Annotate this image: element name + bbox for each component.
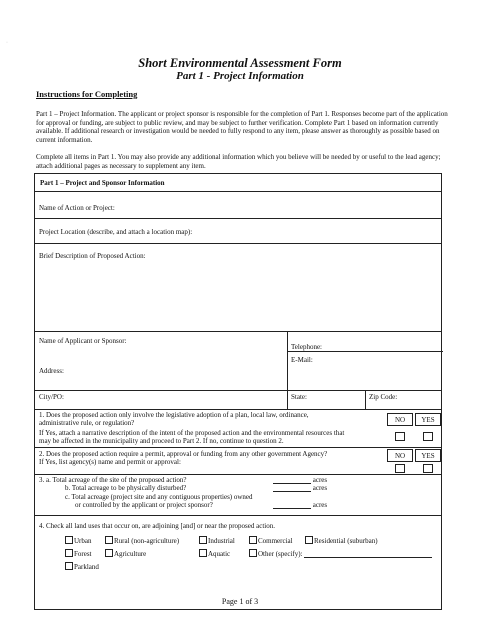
divider bbox=[35, 474, 441, 475]
project-sponsor-form bbox=[34, 173, 442, 610]
divider bbox=[35, 447, 441, 448]
divider bbox=[35, 243, 441, 244]
name-of-action-label: Name of Action or Project: bbox=[39, 204, 115, 212]
applicant-name-label: Name of Applicant or Sponsor: bbox=[39, 337, 127, 345]
q1-no-checkbox[interactable] bbox=[395, 432, 405, 441]
divider bbox=[287, 331, 288, 390]
q2-yes-checkbox[interactable] bbox=[423, 464, 433, 473]
section-header: Part 1 – Project and Sponsor Information bbox=[40, 179, 165, 187]
q3-a-label: 3. a. Total acreage of the site of the proposed action? bbox=[39, 476, 187, 484]
land-use-rural[interactable]: Rural (non-agriculture) bbox=[105, 536, 179, 545]
instructions-paragraph-1: Part 1 – Project Information. The applicant or project sponsor is responsible for the completion of Part 1. Responses become part of the application for approval or funding, are subject to public review, and may be subject to further verification. Complete Part 1 based on information currently available. If additional research or investigation would be needed to fully respond to any item, please answer as thoroughly as possible based on current information. bbox=[36, 110, 448, 144]
q2-line-1: 2. Does the proposed action require a permit, approval or funding from any other government Agency? bbox=[39, 450, 328, 458]
zip-label: Zip Code: bbox=[369, 393, 398, 401]
q3-a-acres[interactable]: acres bbox=[273, 476, 327, 484]
divider bbox=[35, 409, 441, 410]
land-use-aquatic[interactable]: Aquatic bbox=[199, 549, 230, 558]
q2-no-label: NO bbox=[387, 449, 413, 462]
divider bbox=[287, 351, 443, 352]
q3-c-label-2: or controlled by the applicant or project sponsor? bbox=[75, 501, 213, 509]
page-mark: · bbox=[6, 40, 8, 46]
state-label: State: bbox=[291, 393, 307, 401]
q4-label: 4. Check all land uses that occur on, are adjoining [and] or near the proposed action. bbox=[39, 522, 275, 530]
land-use-other[interactable]: Other (specify): bbox=[249, 549, 432, 558]
land-use-forest[interactable]: Forest bbox=[65, 549, 92, 558]
q1-line-3: If Yes, attach a narrative description of the intent of the proposed action and the environmental resources that bbox=[39, 429, 345, 437]
q3-b-label: b. Total acreage to be physically disturbed? bbox=[65, 484, 187, 492]
divider bbox=[35, 218, 441, 219]
divider bbox=[35, 331, 441, 332]
land-use-parkland[interactable]: Parkland bbox=[65, 562, 99, 571]
q1-line-4: may be affected in the municipality and proceed to Part 2. If no, continue to question 2. bbox=[39, 437, 284, 445]
q3-b-acres[interactable]: acres bbox=[273, 484, 327, 492]
project-location-label: Project Location (describe, and attach a location map): bbox=[39, 228, 193, 236]
q2-line-2: If Yes, list agency(s) name and permit or approval: bbox=[39, 458, 181, 466]
q1-yes-checkbox[interactable] bbox=[423, 432, 433, 441]
q1-no-label: NO bbox=[387, 413, 413, 426]
page-number: Page 1 of 3 bbox=[221, 597, 259, 606]
divider bbox=[35, 515, 441, 516]
city-label: City/PO: bbox=[39, 393, 64, 401]
divider bbox=[365, 390, 366, 409]
q2-yes-label: YES bbox=[415, 449, 441, 462]
instructions-paragraph-2: Complete all items in Part 1. You may also provide any additional information which you believe will be needed by or useful to the lead agency; attach additional pages as necessary to supplement any item. bbox=[36, 153, 441, 170]
land-use-industrial[interactable]: Industrial bbox=[199, 536, 235, 545]
land-use-residential[interactable]: Residential (suburban) bbox=[305, 536, 378, 545]
land-use-agriculture[interactable]: Agriculture bbox=[105, 549, 146, 558]
divider bbox=[35, 191, 441, 192]
q3-c-acres[interactable]: acres bbox=[273, 501, 327, 509]
land-use-urban[interactable]: Urban bbox=[65, 536, 92, 545]
email-label: E-Mail: bbox=[291, 356, 313, 364]
q2-no-checkbox[interactable] bbox=[395, 464, 405, 473]
telephone-label: Telephone: bbox=[291, 343, 322, 351]
q3-c-label-1: c. Total acreage (project site and any contiguous properties) owned bbox=[65, 493, 253, 501]
brief-description-label: Brief Description of Proposed Action: bbox=[39, 252, 146, 260]
instructions-heading: Instructions for Completing bbox=[36, 89, 138, 99]
divider bbox=[287, 390, 288, 409]
form-subtitle: Part 1 - Project Information bbox=[176, 70, 304, 82]
q1-line-2: administrative rule, or regulation? bbox=[39, 419, 135, 427]
q1-line-1: 1. Does the proposed action only involve the legislative adoption of a plan, local law, ordinance, bbox=[39, 411, 309, 419]
land-use-commercial[interactable]: Commercial bbox=[249, 536, 293, 545]
form-title: Short Environmental Assessment Form bbox=[138, 56, 342, 70]
q1-yes-label: YES bbox=[415, 413, 441, 426]
divider bbox=[35, 390, 441, 391]
address-label: Address: bbox=[39, 367, 64, 375]
